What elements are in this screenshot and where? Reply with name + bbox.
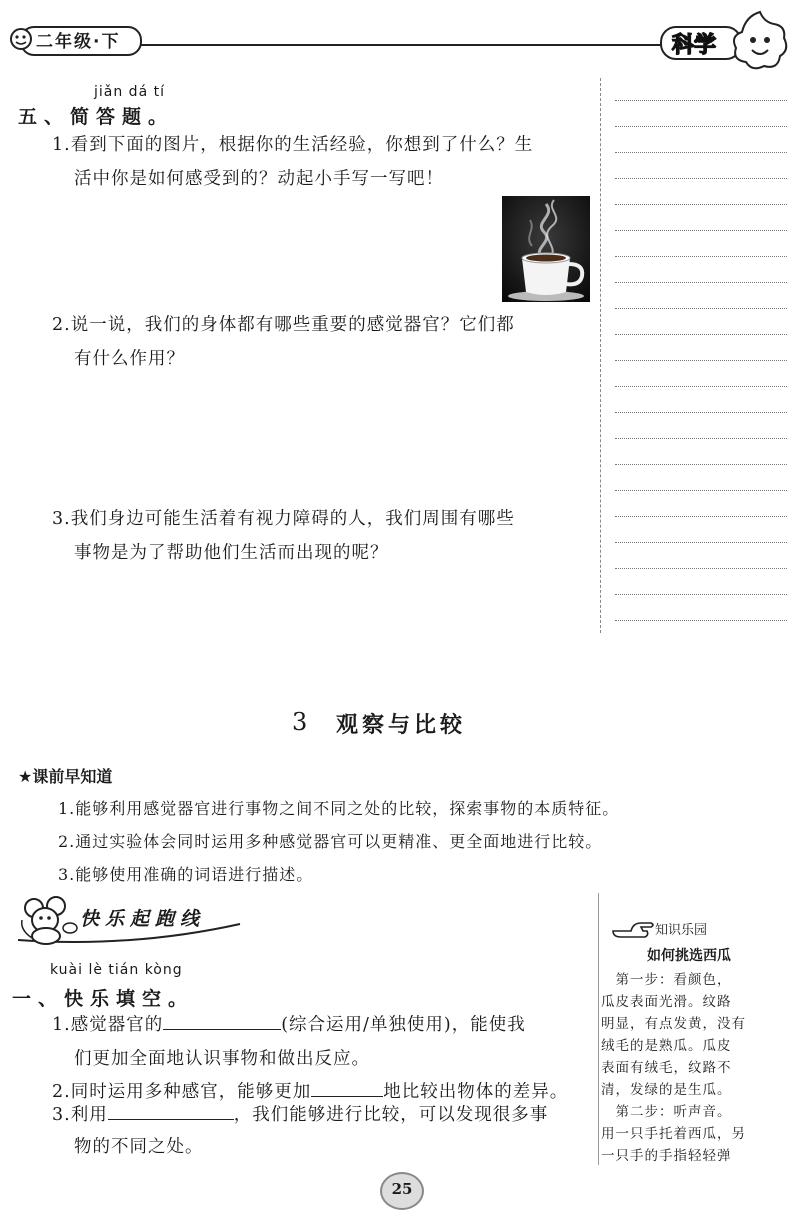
lesson-number: 3: [292, 708, 308, 736]
note-line: [615, 516, 787, 517]
note-line: [615, 256, 787, 257]
note-line: [615, 386, 787, 387]
note-line: [615, 490, 787, 491]
section1-q3: [52, 1098, 548, 1132]
subject-label: 科学: [672, 33, 717, 58]
note-line: [615, 412, 787, 413]
sidebar-body: [601, 969, 793, 1167]
page-number: 25: [391, 1180, 413, 1198]
section5-q2-line1: 2.说一说，我们的身体都有哪些重要的感觉器官？它们都: [52, 315, 515, 335]
knowledge-sidebar: [598, 893, 794, 1165]
note-line: [615, 308, 787, 309]
sidebar-line: 明显，有点发黄，没有: [601, 1016, 746, 1032]
mascot-star-icon: [730, 8, 790, 74]
note-line: [615, 230, 787, 231]
sidebar-line: 一只手的手指轻轻弹: [601, 1148, 732, 1164]
q1-answer-blank[interactable]: [163, 1011, 281, 1030]
preview-title: ★课前早知道: [18, 767, 113, 786]
preview-item: 3.能够使用准确的词语进行描述。: [58, 865, 314, 884]
note-line: [615, 100, 787, 101]
q2-prefix: 2.同时运用多种感官，能够更加: [52, 1082, 312, 1102]
notes-column: [600, 78, 791, 633]
sidebar-line: 清，发绿的是生瓜。: [601, 1082, 732, 1098]
q3-answer-blank[interactable]: [108, 1101, 234, 1120]
note-line: [615, 464, 787, 465]
coffee-cup-photo: [502, 196, 590, 302]
q2-answer-blank[interactable]: [311, 1078, 383, 1097]
q3-prefix: 3.利用: [52, 1105, 108, 1125]
banner-label: 快乐起跑线: [80, 908, 206, 930]
section5-q2-line2: 有什么作用？: [74, 349, 185, 369]
sidebar-line: 第一步：看颜色，: [601, 972, 732, 988]
pointing-hand-icon: [611, 915, 655, 941]
sidebar-line: 绒毛的是熟瓜。瓜皮: [601, 1038, 732, 1054]
section1-q3-line2: 物的不同之处。: [74, 1137, 204, 1157]
section5-title: 五、简答题。: [18, 106, 175, 128]
note-line: [615, 542, 787, 543]
header-rule: [130, 44, 665, 46]
sidebar-line: 用一只手托着西瓜，另: [601, 1126, 746, 1142]
sidebar-line: 第二步：听声音。: [601, 1104, 732, 1120]
sidebar-title: 如何挑选西瓜: [647, 948, 731, 964]
note-line: [615, 594, 787, 595]
q2-suffix: 地比较出物体的差异。: [383, 1082, 569, 1102]
sidebar-line: 瓜皮表面光滑。纹路: [601, 994, 732, 1010]
section1-title: 一、快乐填空。: [12, 988, 195, 1010]
note-line: [615, 360, 787, 361]
note-line: [615, 282, 787, 283]
section1-q1: [52, 1008, 526, 1042]
section1-q1-line2: 们更加全面地认识事物和做出反应。: [74, 1049, 370, 1069]
note-line: [615, 620, 787, 621]
note-line: [615, 178, 787, 179]
grade-label: 二年级·下: [36, 32, 121, 52]
q1-prefix: 1.感觉器官的: [52, 1015, 164, 1035]
note-line: [615, 126, 787, 127]
note-line: [615, 334, 787, 335]
sidebar-line: 表面有绒毛，纹路不: [601, 1060, 732, 1076]
section5-pinyin: jiǎn dá tí: [94, 84, 165, 100]
preview-list: [58, 792, 619, 891]
q3-suffix: ，我们能够进行比较，可以发现很多事: [233, 1105, 549, 1125]
section1-pinyin: kuài lè tián kòng: [50, 962, 183, 978]
preview-item: 2.通过实验体会同时运用多种感觉器官可以更精准、更全面地进行比较。: [58, 832, 603, 851]
section5-q1-line1: 1.看到下面的图片，根据你的生活经验，你想到了什么？生: [52, 135, 534, 155]
note-line: [615, 438, 787, 439]
q1-suffix: (综合运用/单独使用)，能使我: [281, 1015, 526, 1035]
note-line: [615, 204, 787, 205]
mascot-small-icon: [6, 24, 36, 54]
section5-q3-line1: 3.我们身边可能生活着有视力障碍的人，我们周围有哪些: [52, 509, 515, 529]
note-line: [615, 152, 787, 153]
lesson-title: 观察与比较: [336, 713, 467, 738]
note-line: [615, 568, 787, 569]
section5-q3-line2: 事物是为了帮助他们生活而出现的呢？: [74, 543, 389, 563]
sidebar-heading: 知识乐园: [655, 923, 708, 938]
preview-item: 1.能够利用感觉器官进行事物之间不同之处的比较，探索事物的本质特征。: [58, 799, 620, 818]
section5-q1-line2: 活中你是如何感受到的？动起小手写一写吧！: [74, 169, 444, 189]
